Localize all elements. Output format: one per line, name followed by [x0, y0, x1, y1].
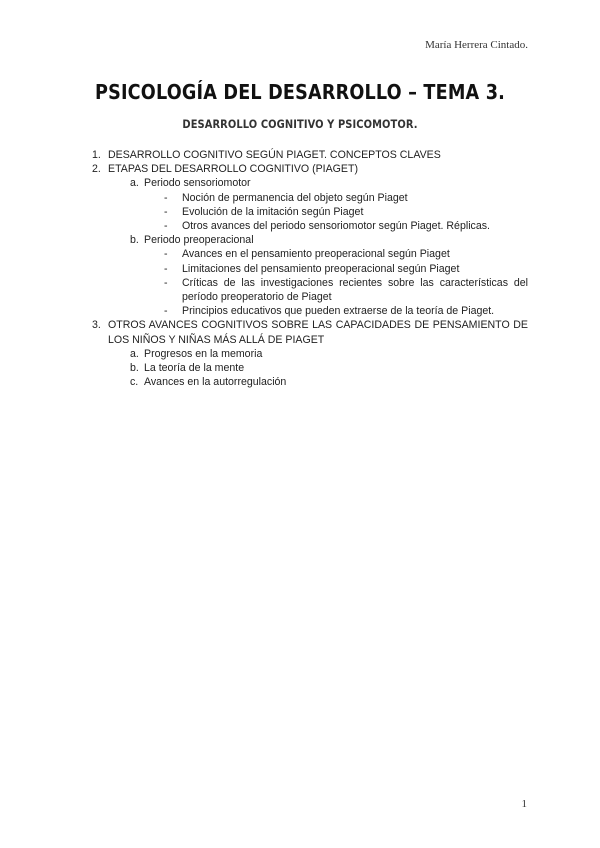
outline-list [92, 148, 528, 389]
outline-marker: 3. [92, 319, 101, 332]
outline-text: DESARROLLO COGNITIVO SEGÚN PIAGET. CONCEPTOS CLAVES [108, 149, 441, 161]
outline-marker: b. [130, 362, 139, 375]
outline-text: Principios educativos que pueden extraerse de la teoría de Piaget. [182, 305, 495, 318]
dash-marker: - [164, 191, 168, 204]
outline-subitem-2a [92, 176, 528, 190]
outline-bullet [92, 276, 528, 304]
outline-text: Avances en la autorregulación [144, 376, 287, 389]
outline-subitem-3a [92, 347, 528, 361]
dash-marker: - [164, 248, 168, 261]
outline-text: Avances en el pensamiento preoperacional según Piaget [182, 248, 450, 261]
outline-marker: a. [130, 347, 139, 360]
outline-text: Críticas de las investigaciones recientes sobre las características del período preoperatorio de Piaget [182, 276, 528, 304]
outline-text: OTROS AVANCES COGNITIVOS SOBRE LAS CAPACIDADES DE PENSAMIENTO DE LOS NIÑOS Y NIÑAS MÁS ALLÁ DE PIAGET [108, 319, 528, 346]
document-subtitle: DESARROLLO COGNITIVO Y PSICOMOTOR. [182, 117, 418, 131]
outline-marker: 1. [92, 149, 101, 161]
outline-bullet [92, 304, 528, 318]
outline-subitem-3b [92, 361, 528, 375]
outline-text: Periodo sensoriomotor [144, 177, 251, 190]
outline-bullet [92, 191, 528, 205]
outline-text: La teoría de la mente [144, 362, 245, 375]
author-header: María Herrera Cintado. [425, 39, 528, 51]
page-number: 1 [521, 798, 527, 810]
outline-subitem-3c [92, 375, 528, 389]
dash-marker: - [164, 205, 168, 218]
dash-marker: - [164, 276, 168, 289]
outline-marker: c. [130, 376, 139, 389]
outline-text: Limitaciones del pensamiento preoperacional según Piaget [182, 262, 460, 275]
outline-text: ETAPAS DEL DESARROLLO COGNITIVO (PIAGET) [108, 163, 358, 176]
outline-marker: a. [130, 177, 139, 190]
document-title: PSICOLOGÍA DEL DESARROLLO – TEMA 3. [94, 80, 506, 104]
outline-subitem-2b [92, 233, 528, 247]
outline-text: Noción de permanencia del objeto según Piaget [182, 191, 408, 204]
outline-bullet [92, 247, 528, 261]
outline-item-3 [92, 318, 528, 346]
dash-marker: - [164, 262, 168, 275]
outline-item-1 [92, 148, 528, 162]
outline-text: Evolución de la imitación según Piaget [182, 205, 364, 218]
outline-bullet [92, 262, 528, 276]
outline-text: Periodo preoperacional [144, 234, 254, 247]
outline-marker: b. [130, 234, 139, 247]
outline-text: Otros avances del periodo sensoriomotor según Piaget. Réplicas. [182, 220, 490, 233]
outline-bullet [92, 205, 528, 219]
dash-marker: - [164, 305, 168, 318]
outline-marker: 2. [92, 163, 101, 176]
outline-item-2 [92, 162, 528, 176]
outline-text: Progresos en la memoria [144, 347, 263, 360]
dash-marker: - [164, 220, 168, 233]
outline-bullet [92, 219, 528, 233]
